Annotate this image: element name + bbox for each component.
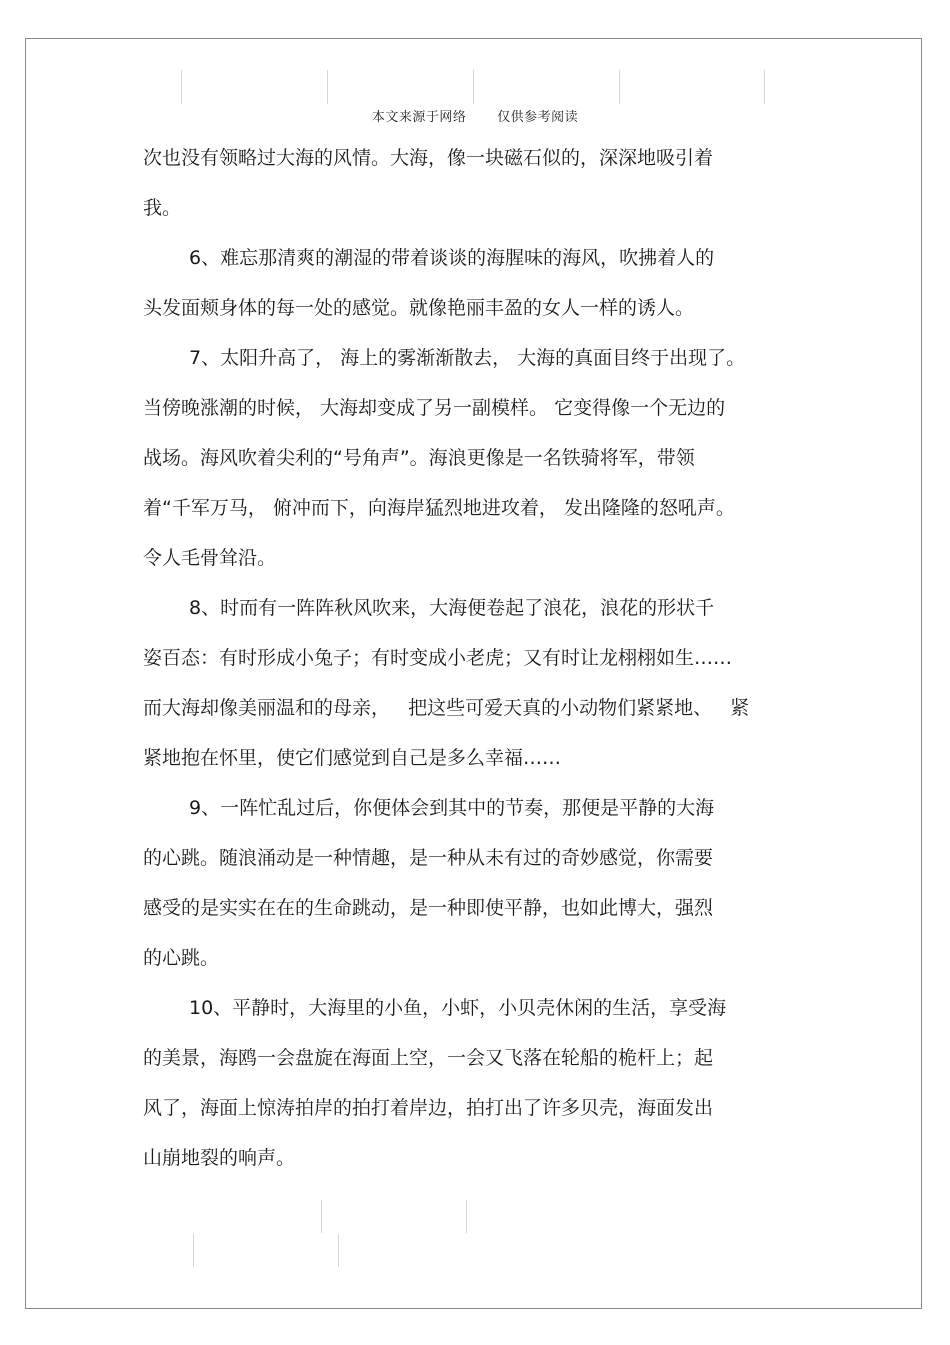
paragraph-line: 的心跳。 [143, 947, 220, 969]
source-note [0, 106, 950, 125]
bottom-divider-4 [338, 1234, 339, 1267]
source-note-right: 仅供参考阅读 [497, 110, 579, 125]
top-divider-4 [619, 70, 620, 104]
article-body [143, 133, 808, 1183]
top-divider-1 [181, 70, 182, 104]
paragraph-line: 次也没有领略过大海的风情。大海，像一块磁石似的，深深地吸引着 [143, 147, 714, 169]
paragraph-line: 而大海却像美丽温和的母亲， 把这些可爱天真的小动物们紧紧地、 紧 [143, 697, 750, 719]
paragraph-line: 紧地抱在怀里，使它们感觉到自己是多么幸福…… [143, 747, 562, 769]
paragraph-line: 头发面颊身体的每一处的感觉。就像艳丽丰盈的女人一样的诱人。 [143, 297, 695, 319]
paragraph-line: 山崩地裂的响声。 [143, 1147, 296, 1169]
paragraph-line: 风了，海面上惊涛拍岸的拍打着岸边，拍打出了许多贝壳，海面发出 [143, 1097, 714, 1119]
paragraph-line: 的心跳。随浪涌动是一种情趣，是一种从未有过的奇妙感觉，你需要 [143, 847, 714, 869]
bottom-divider-3 [193, 1234, 194, 1267]
paragraph-line: 当傍晚涨潮的时候， 大海却变成了另一副模样。 它变得像一个无边的 [143, 397, 726, 419]
paragraph-line: 我。 [143, 197, 182, 219]
paragraph-line: 着“千军万马， 俯冲而下，向海岸猛烈地进攻着， 发出隆隆的怒吼声。 [143, 497, 735, 519]
paragraph-line: 的美景，海鸥一会盘旋在海面上空，一会又飞落在轮船的桅杆上；起 [143, 1047, 714, 1069]
paragraph-first-line: 7、太阳升高了， 海上的雾渐渐散去， 大海的真面目终于出现了。 [189, 347, 746, 369]
top-divider-2 [327, 70, 328, 104]
bottom-divider-2 [466, 1200, 467, 1233]
paragraph-line: 姿百态：有时形成小兔子；有时变成小老虎；又有时让龙栩栩如生…… [143, 647, 733, 669]
paragraph-line: 感受的是实实在在的生命跳动，是一种即使平静，也如此博大，强烈 [143, 897, 714, 919]
paragraph-first-line: 10、平静时，大海里的小鱼，小虾，小贝壳休闲的生活，享受海 [189, 997, 727, 1019]
top-divider-5 [764, 70, 765, 104]
paragraph-first-line: 9、一阵忙乱过后，你便体会到其中的节奏，那便是平静的大海 [189, 797, 715, 819]
paragraph-first-line: 8、时而有一阵阵秋风吹来，大海便卷起了浪花，浪花的形状千 [189, 597, 715, 619]
top-divider-3 [473, 70, 474, 104]
paragraph-line: 战场。海风吹着尖利的“号角声”。海浪更像是一名铁骑将军，带领 [143, 447, 695, 469]
paragraph-line: 令人毛骨耸沿。 [143, 547, 277, 569]
paragraph-first-line: 6、难忘那清爽的潮湿的带着谈谈的海腥味的海风，吹拂着人的 [189, 247, 715, 269]
source-note-left: 本文来源于网络 [371, 110, 467, 125]
bottom-divider-1 [321, 1200, 322, 1233]
